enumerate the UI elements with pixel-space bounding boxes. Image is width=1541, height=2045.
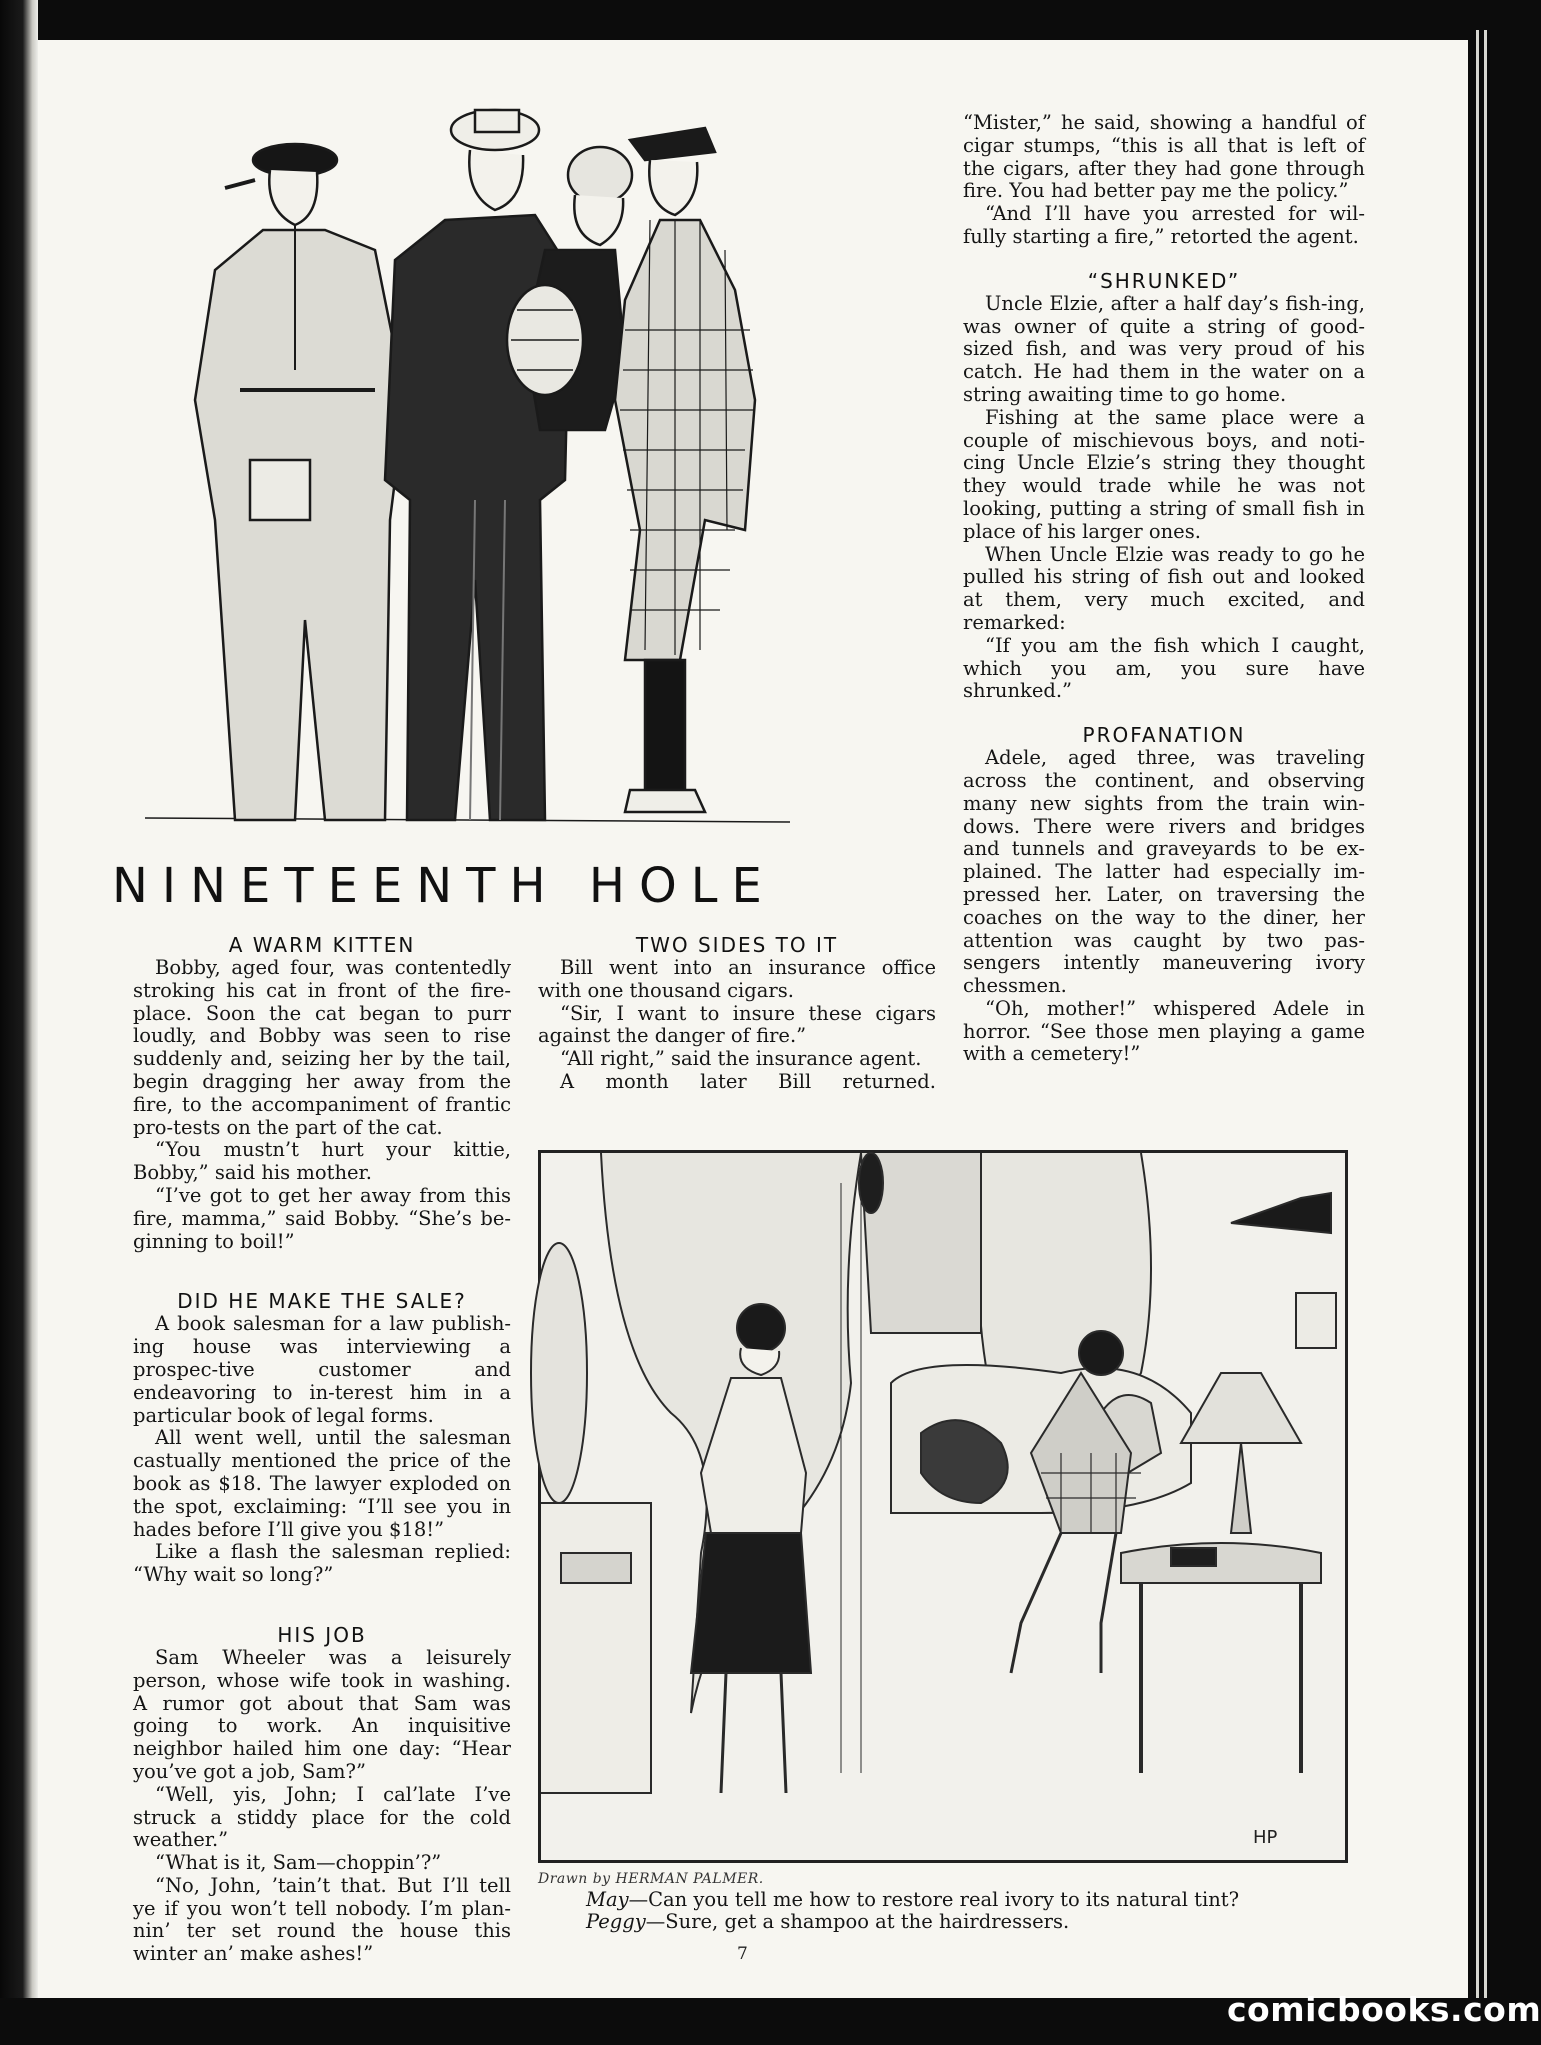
story-paragraph: “I’ve got to get her away from this fire, mamma,” said Bobby. “She’s be-ginning to boil!” — [133, 1183, 511, 1253]
caption-line-2 — [586, 1911, 1239, 1933]
story-paragraph: Fishing at the same place were a couple of mischievous boys, and noti-cing Uncle Elzie’s string they thought they would trade while he was not looking, putting a string of small fish in place of his larger ones. — [963, 405, 1365, 543]
story-paragraph: “All right,” said the insurance agent. — [560, 1047, 922, 1071]
story-paragraph: “What is it, Sam—choppin’?” — [155, 1851, 442, 1875]
story-paragraph: “Oh, mother!” whispered Adele in horror. “See those men playing a game with a cemetery!” — [963, 996, 1365, 1066]
page-edge-line — [1476, 30, 1479, 2000]
story-paragraph: Uncle Elzie, after a half day’s fish-ing, was owner of quite a string of good-sized fish, and was very proud of his catch. He had them in the water on a string awaiting time to go home. — [963, 291, 1365, 406]
story-paragraph: “You mustn’t hurt your kittie, Bobby,” said his mother. — [133, 1138, 511, 1185]
story-paragraph: Adele, aged three, was traveling across the continent, and observing many new sights from the train win-dows. There were rivers and bridges and tunnels and graveyards to be ex-plained. The latter had especially im-pressed her. Later, on traversing the coaches on the way to the diner, her attention was caught by two pas-sengers intently maneuvering ivory chessmen. — [963, 746, 1365, 998]
cartoon-caption — [586, 1889, 1239, 1933]
story-paragraph: “If you am the fish which I caught, which you am, you sure have shrunked.” — [963, 633, 1365, 703]
artist-signature: HP — [1253, 1827, 1278, 1848]
section-title: NINETEENTH HOLE — [112, 858, 776, 914]
site-watermark: comicbooks.com — [1227, 1990, 1541, 2029]
story-paragraph: “No, John, ’tain’t that. But I’ll tell ye if you won’t tell nobody. I’m plan-nin’ ter set round the house this winter an’ make ashes!” — [133, 1873, 511, 1966]
story-paragraph: Bill went into an insurance office with one thousand cigars. — [538, 956, 936, 1002]
story-paragraph: Bobby, aged four, was contentedly stroking his cat in front of the fire-place. Soon the cat began to purr loudly, and Bobby was seen to rise suddenly and, seizing her by the tail, begin dragging her away from the fire, to the accompaniment of frantic pro-tests on the part of the cat. — [133, 956, 511, 1139]
boudoir-scene-drawing — [541, 1153, 1345, 1860]
story-paragraph: Sam Wheeler was a leisurely person, whose wife took in washing. A rumor got about that Sam was going to work. An inquisitive neighbor hailed him one day: “Hear you’ve got a job, Sam?” — [133, 1645, 511, 1783]
caption-line-1 — [586, 1889, 1239, 1911]
caption-speaker: May — [586, 1888, 629, 1911]
column-3 — [963, 112, 1365, 1066]
story-paragraph: “Well, yis, John; I cal’late I’ve struck a stiddy place for the cold weather.” — [133, 1782, 511, 1852]
story-title-profanation: PROFANATION — [1082, 723, 1246, 748]
story-paragraph: “And I’ll have you arrested for wil-fully starting a fire,” retorted the agent. — [963, 202, 1365, 248]
illustration-credit: Drawn by HERMAN PALMER. — [538, 1871, 764, 1887]
page-number: 7 — [737, 1944, 748, 1964]
story-title-warm-kitten: A WARM KITTEN — [228, 933, 416, 957]
story-paragraph: All went well, until the salesman castually mentioned the price of the book as $18. The lawyer exploded on the spot, exclaiming: “I’ll see you in hades before I’ll give you $18!” — [133, 1426, 511, 1541]
story-title-his-job: HIS JOB — [277, 1622, 367, 1647]
cartoon-illustration — [538, 1150, 1348, 1863]
column-2 — [538, 933, 936, 1094]
story-title-shrunked: “SHRUNKED” — [1087, 268, 1241, 293]
story-paragraph: Like a flash the salesman replied: “Why wait so long?” — [133, 1540, 511, 1587]
story-title-two-sides: TWO SIDES TO IT — [635, 933, 839, 957]
four-men-illustration — [145, 100, 790, 845]
story-paragraph: When Uncle Elzie was ready to go he pulled his string of fish out and looked at them, very much excited, and remarked: — [963, 542, 1365, 634]
story-paragraph: “Mister,” he said, showing a handful of cigar stumps, “this is all that is left of the cigars, after they had gone through fire. You had better pay me the policy.” — [963, 111, 1365, 203]
story-paragraph: A month later Bill returned. — [560, 1069, 936, 1093]
column-1 — [133, 933, 511, 1966]
story-title-sale: DID HE MAKE THE SALE? — [177, 1289, 467, 1314]
caption-text: —Can you tell me how to restore real ivory to its natural tint? — [628, 1888, 1240, 1911]
story-paragraph: “Sir, I want to insure these cigars against the danger of fire.” — [538, 1001, 936, 1048]
caption-text: —Sure, get a shampoo at the hairdressers. — [645, 1910, 1070, 1933]
page-right-edge — [1468, 0, 1500, 2045]
page-edge-line — [1484, 30, 1487, 2000]
page-spine-shadow — [0, 0, 38, 2045]
caption-speaker: Peggy — [586, 1910, 646, 1933]
story-paragraph: A book salesman for a law publish-ing house was interviewing a prospec-tive customer and endeavoring to in-terest him in a particular book of legal forms. — [133, 1312, 511, 1427]
